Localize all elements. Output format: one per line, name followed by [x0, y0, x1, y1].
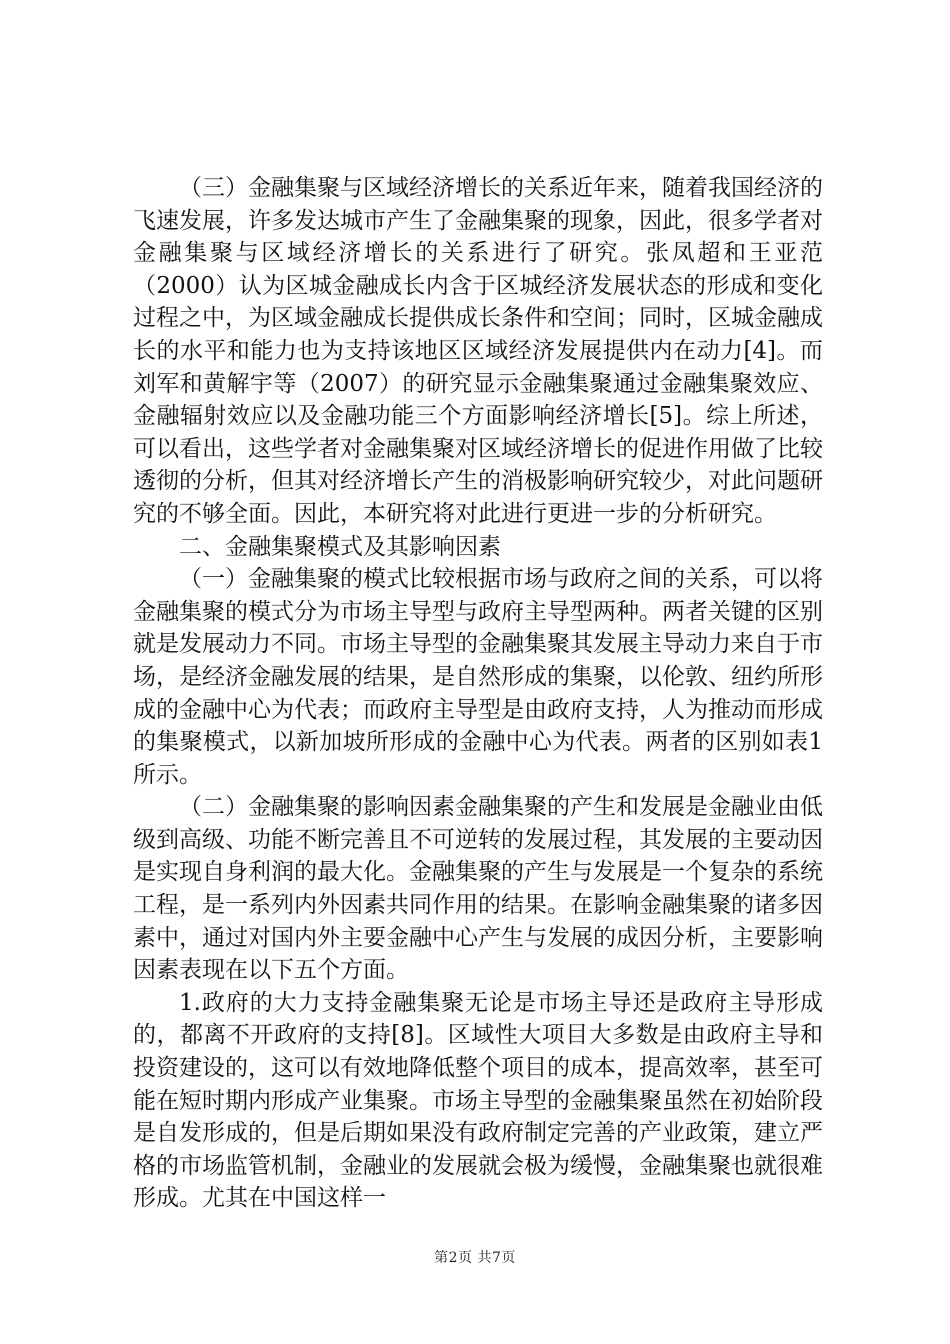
paragraph-government-support: 1.政府的大力支持金融集聚无论是市场主导还是政府主导形成的，都离不开政府的支持[8]。区域性大项目大多数是由政府主导和投资建设的，这可以有效地降低整个项目的成本，提高效率，甚至可能在短时期内形成产业集聚。市场主导型的金融集聚虽然在初始阶段是自发形成的，但是后期如果没有政府制定完善的产业政策，建立严格的市场监管机制，金融业的发展就会极为缓慢，金融集聚也就很难形成。尤其在中国这样一: [133, 989, 823, 1212]
document-body: [133, 172, 823, 1215]
paragraph-financial-agglomeration-growth: （三）金融集聚与区域经济增长的关系近年来，随着我国经济的飞速发展，许多发达城市产生了金融集聚的现象，因此，很多学者对金融集聚与区域经济增长的关系进行了研究。张凤超和王亚范（2000）认为区城金融成长内含于区城经济发展状态的形成和变化过程之中，为区域金融成长提供成长条件和空间；同时，区城金融成长的水平和能力也为支持该地区区域经济发展提供内在动力[4]。而刘军和黄解宇等（2007）的研究显示金融集聚通过金融集聚效应、金融辐射效应以及金融功能三个方面影响经济增长[5]。综上所述，可以看出，这些学者对金融集聚对区域经济增长的促进作用做了比较透彻的分析，但其对经济增长产生的消极影响研究较少，对此问题研究的不够全面。因此，本研究将对此进行更进一步的分析研究。: [133, 175, 823, 527]
paragraph-influencing-factors: （二）金融集聚的影响因素金融集聚的产生和发展是金融业由低级到高级、功能不断完善且不可逆转的发展过程，其发展的主要动因是实现自身利润的最大化。金融集聚的产生与发展是一个复杂的系统工程，是一系列内外因素共同作用的结果。在影响金融集聚的诸多因素中，通过对国内外主要金融中心产生与发展的成因分析，主要影响因素表现在以下五个方面。: [133, 794, 823, 984]
page-number-footer: 第2页 共7页: [434, 1250, 516, 1266]
section-heading-models-factors: 二、金融集聚模式及其影响因素: [179, 533, 501, 560]
paragraph-agglomeration-models: （一）金融集聚的模式比较根据市场与政府之间的关系，可以将金融集聚的模式分为市场主导型与政府主导型两种。两者关键的区别就是发展动力不同。市场主导型的金融集聚其发展主导动力来自于市场，是经济金融发展的结果，是自然形成的集聚，以伦敦、纽约所形成的金融中心为代表；而政府主导型是由政府支持，人为推动而形成的集聚模式，以新加坡所形成的金融中心为代表。两者的区别如表1所示。: [133, 566, 823, 788]
